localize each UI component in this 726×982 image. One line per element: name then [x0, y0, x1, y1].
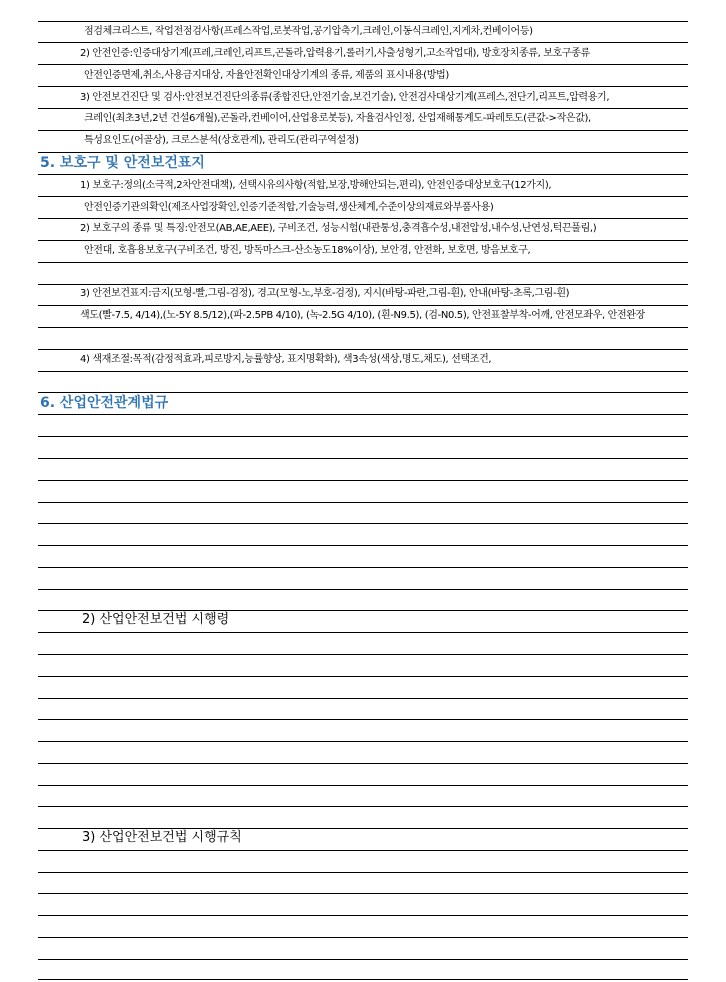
rule-line	[38, 240, 688, 241]
rule-line	[38, 480, 688, 481]
rule-line	[38, 284, 688, 285]
rule-line	[38, 959, 688, 960]
rule-line	[38, 850, 688, 851]
text-line: 안전인증기관의확인(제조사업장확인,인증기준적합,기술능력,생산체계,수준이상의재료와부품사용)	[84, 202, 494, 213]
text-line: 특성요인도(어골상), 크로스분석(상호관계), 관리도(관리구역설정)	[84, 135, 359, 146]
rule-line	[38, 632, 688, 633]
rule-line	[38, 763, 688, 764]
rule-line	[38, 218, 688, 219]
rule-line	[38, 42, 688, 43]
rule-line	[38, 741, 688, 742]
rule-line	[38, 806, 688, 807]
text-line: 3) 안전보건표지:금지(모형-빨,그림-검정), 경고(모형-노,부호-검정), 지시(바탕-파란,그림-흰), 안내(바탕-초록,그림-흰)	[80, 288, 570, 299]
rule-line	[38, 21, 688, 22]
rule-line	[38, 392, 688, 393]
rule-line	[38, 108, 688, 109]
rule-line	[38, 262, 688, 263]
text-line: 점검체크리스트, 작업전점검사항(프레스작업,로봇작업,공기압축기,크레인,이동식크레인,지게차,컨베이어등)	[84, 26, 533, 37]
text-line: 2) 보호구의 종류 및 특징:안전모(AB,AE,AEE), 구비조건, 성능시험(내관통성,충격흡수성,내전압성,내수성,난연성,턱끈풀림,)	[80, 223, 597, 234]
rule-line	[38, 414, 688, 415]
rule-line	[38, 371, 688, 372]
rule-line	[38, 152, 688, 153]
rule-line	[38, 523, 688, 524]
text-line: 크레인(최초3년,2년 건설6개월),곤돌라,컨베이어,산업용로봇등), 자율검사인정, 산업재해통계도-파레토도(큰값->작은값),	[84, 113, 591, 124]
text-line: 2) 안전인증:인증대상기계(프레,크레인,리프트,곤돌라,압력용기,롤러기,사출성형기,고소작업대), 방호장치종류, 보호구종류	[80, 48, 590, 59]
rule-line	[38, 327, 688, 328]
rule-line	[38, 196, 688, 197]
subsection-enforcement-rules-title: 3) 산업안전보건법 시행규칙	[82, 830, 242, 845]
rule-line	[38, 937, 688, 938]
text-line: 안전대, 호흡용보호구(구비조건, 방진, 방독마스크-산소농도18%이상), 보안경, 안전화, 보호면, 방음보호구,	[84, 245, 531, 256]
section-5-title: 5. 보호구 및 안전보건표지	[40, 155, 205, 171]
rule-line	[38, 719, 688, 720]
rule-line	[38, 174, 688, 175]
rule-line	[38, 502, 688, 503]
rule-line	[38, 567, 688, 568]
rule-line	[38, 676, 688, 677]
rule-line	[38, 915, 688, 916]
rule-line	[38, 979, 688, 980]
rule-line	[38, 785, 688, 786]
rule-line	[38, 893, 688, 894]
section-6-title: 6. 산업안전관계법규	[40, 395, 169, 411]
text-line: 색도(빨-7.5, 4/14),(노-5Y 8.5/12),(파-2.5PB 4/10), (녹-2.5G 4/10), (흰-N9.5), (검-N0.5), 안전표찰부착-어깨, 안전모좌우, 안전완장	[80, 310, 645, 321]
rule-line	[38, 458, 688, 459]
text-line: 안전인증면제,취소,사용금지대상, 자율안전확인대상기계의 종류, 제품의 표시내용(방법)	[84, 70, 449, 81]
rule-line	[38, 130, 688, 131]
rule-line	[38, 654, 688, 655]
rule-line	[38, 872, 688, 873]
rule-line	[38, 305, 688, 306]
rule-line	[38, 698, 688, 699]
rule-line	[38, 349, 688, 350]
rule-line	[38, 436, 688, 437]
rule-line	[38, 86, 688, 87]
text-line: 1) 보호구:정의(소극적,2차안전대책), 선택시유의사항(적합,보장,방해안되는,편리), 안전인증대상보호구(12가지),	[80, 180, 552, 191]
rule-line	[38, 589, 688, 590]
rule-line	[38, 545, 688, 546]
text-line: 3) 안전보건진단 및 검사:안전보건진단의종류(종합진단,안전기술,보건기술), 안전검사대상기계(프레스,전단기,리프트,압력용기,	[80, 92, 610, 103]
text-line: 4) 색재조절:목적(감정적효과,피로방지,능률향상, 표지명확화), 색3속성(색상,명도,채도), 선택조건,	[80, 354, 492, 365]
subsection-enforcement-decree-title: 2) 산업안전보건법 시행령	[82, 612, 230, 627]
rule-line	[38, 64, 688, 65]
